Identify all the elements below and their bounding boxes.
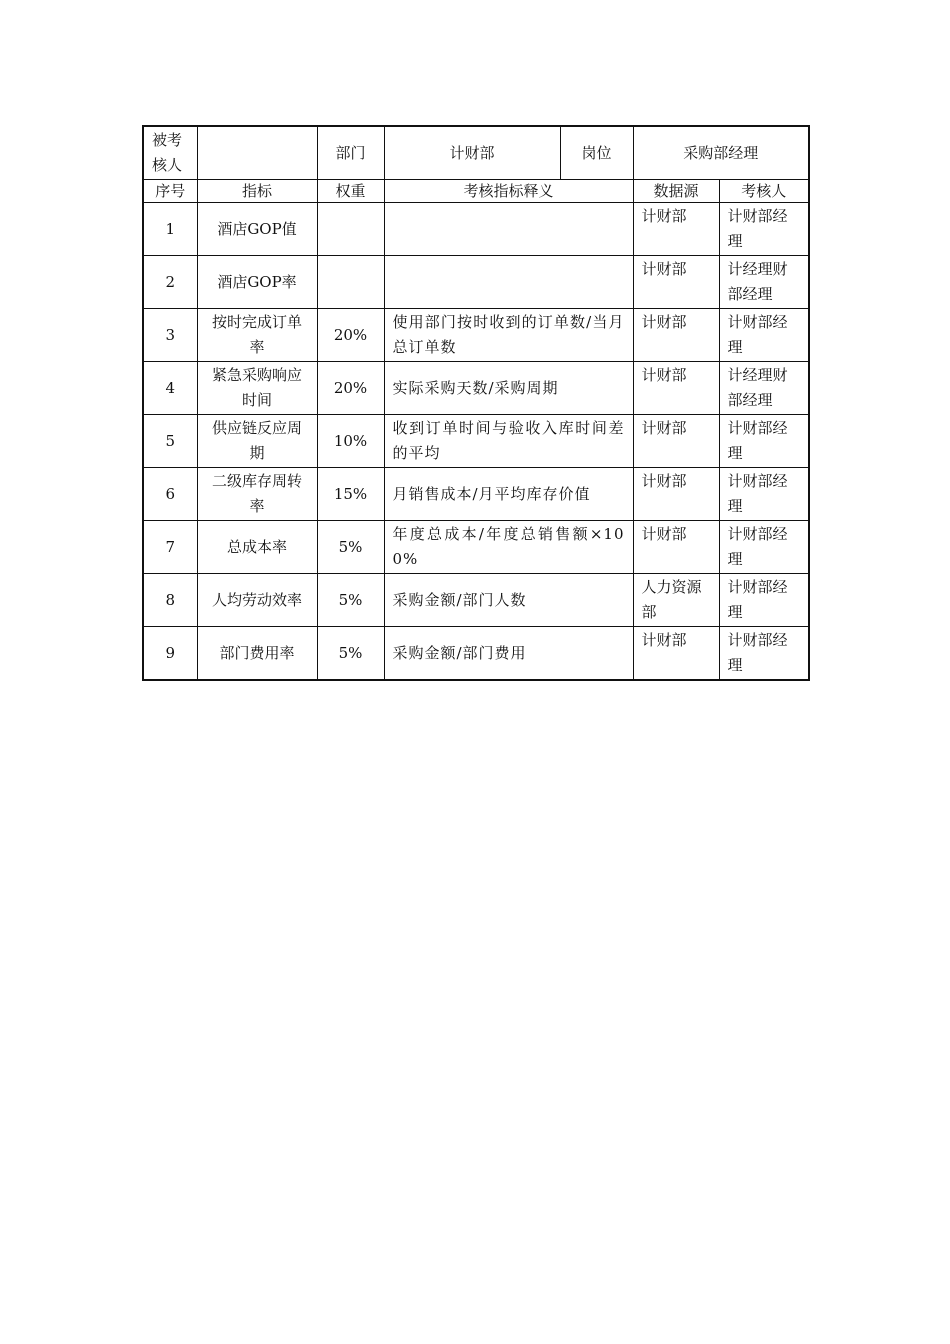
row-source: 计财部: [633, 521, 719, 574]
row-weight: 5%: [317, 521, 384, 574]
row-definition: 年度总成本/年度总销售额×100%: [384, 521, 633, 574]
header-info-row: [143, 126, 809, 180]
table-row: [143, 203, 809, 256]
row-seq: 6: [143, 468, 197, 521]
row-weight: 10%: [317, 415, 384, 468]
row-weight: 20%: [317, 309, 384, 362]
table-row: [143, 574, 809, 627]
table-row: [143, 415, 809, 468]
row-definition: 采购金额/部门费用: [384, 627, 633, 681]
department-label: 部门: [317, 126, 384, 180]
col-header-seq: 序号: [143, 180, 197, 203]
row-source: 计财部: [633, 415, 719, 468]
table-row: [143, 309, 809, 362]
row-indicator: 按时完成订单率: [197, 309, 317, 362]
col-header-definition: 考核指标释义: [384, 180, 633, 203]
row-source: 人力资源部: [633, 574, 719, 627]
row-indicator: 供应链反应周期: [197, 415, 317, 468]
row-definition: 实际采购天数/采购周期: [384, 362, 633, 415]
row-assessor: 计财部经理: [719, 627, 809, 681]
row-assessor: 计财部经理: [719, 203, 809, 256]
row-indicator: 二级库存周转率: [197, 468, 317, 521]
row-seq: 7: [143, 521, 197, 574]
row-definition: 收到订单时间与验收入库时间差的平均: [384, 415, 633, 468]
row-indicator: 紧急采购响应时间: [197, 362, 317, 415]
row-source: 计财部: [633, 256, 719, 309]
row-assessor: 计财部经理: [719, 415, 809, 468]
assessee-value: [197, 126, 317, 180]
col-header-indicator: 指标: [197, 180, 317, 203]
department-value: 计财部: [384, 126, 560, 180]
col-header-assessor: 考核人: [719, 180, 809, 203]
row-source: 计财部: [633, 203, 719, 256]
assessee-label: 被考核人: [143, 126, 197, 180]
row-assessor: 计财部经理: [719, 309, 809, 362]
row-definition: 采购金额/部门人数: [384, 574, 633, 627]
row-definition: 使用部门按时收到的订单数/当月总订单数: [384, 309, 633, 362]
col-header-weight: 权重: [317, 180, 384, 203]
row-weight: 5%: [317, 574, 384, 627]
table-row: [143, 521, 809, 574]
row-seq: 2: [143, 256, 197, 309]
row-seq: 8: [143, 574, 197, 627]
row-assessor: 计财部经理: [719, 468, 809, 521]
column-header-row: [143, 180, 809, 203]
table-row: [143, 627, 809, 681]
row-seq: 3: [143, 309, 197, 362]
row-weight: 5%: [317, 627, 384, 681]
row-seq: 4: [143, 362, 197, 415]
row-weight: 15%: [317, 468, 384, 521]
row-source: 计财部: [633, 627, 719, 681]
position-label: 岗位: [560, 126, 633, 180]
row-assessor: 计经理财部经理: [719, 362, 809, 415]
row-source: 计财部: [633, 309, 719, 362]
row-definition: [384, 203, 633, 256]
row-indicator: 部门费用率: [197, 627, 317, 681]
row-seq: 1: [143, 203, 197, 256]
row-weight: [317, 256, 384, 309]
kpi-assessment-table: [142, 125, 810, 681]
row-weight: [317, 203, 384, 256]
table-row: [143, 362, 809, 415]
row-assessor: 计经理财部经理: [719, 256, 809, 309]
position-value: 采购部经理: [633, 126, 809, 180]
row-weight: 20%: [317, 362, 384, 415]
row-source: 计财部: [633, 362, 719, 415]
row-indicator: 酒店GOP率: [197, 256, 317, 309]
row-seq: 5: [143, 415, 197, 468]
row-seq: 9: [143, 627, 197, 681]
col-header-source: 数据源: [633, 180, 719, 203]
row-indicator: 总成本率: [197, 521, 317, 574]
row-definition: 月销售成本/月平均库存价值: [384, 468, 633, 521]
row-assessor: 计财部经理: [719, 521, 809, 574]
row-source: 计财部: [633, 468, 719, 521]
row-indicator: 酒店GOP值: [197, 203, 317, 256]
row-definition: [384, 256, 633, 309]
table-row: [143, 468, 809, 521]
table-row: [143, 256, 809, 309]
row-assessor: 计财部经理: [719, 574, 809, 627]
row-indicator: 人均劳动效率: [197, 574, 317, 627]
table-body: [143, 203, 809, 681]
